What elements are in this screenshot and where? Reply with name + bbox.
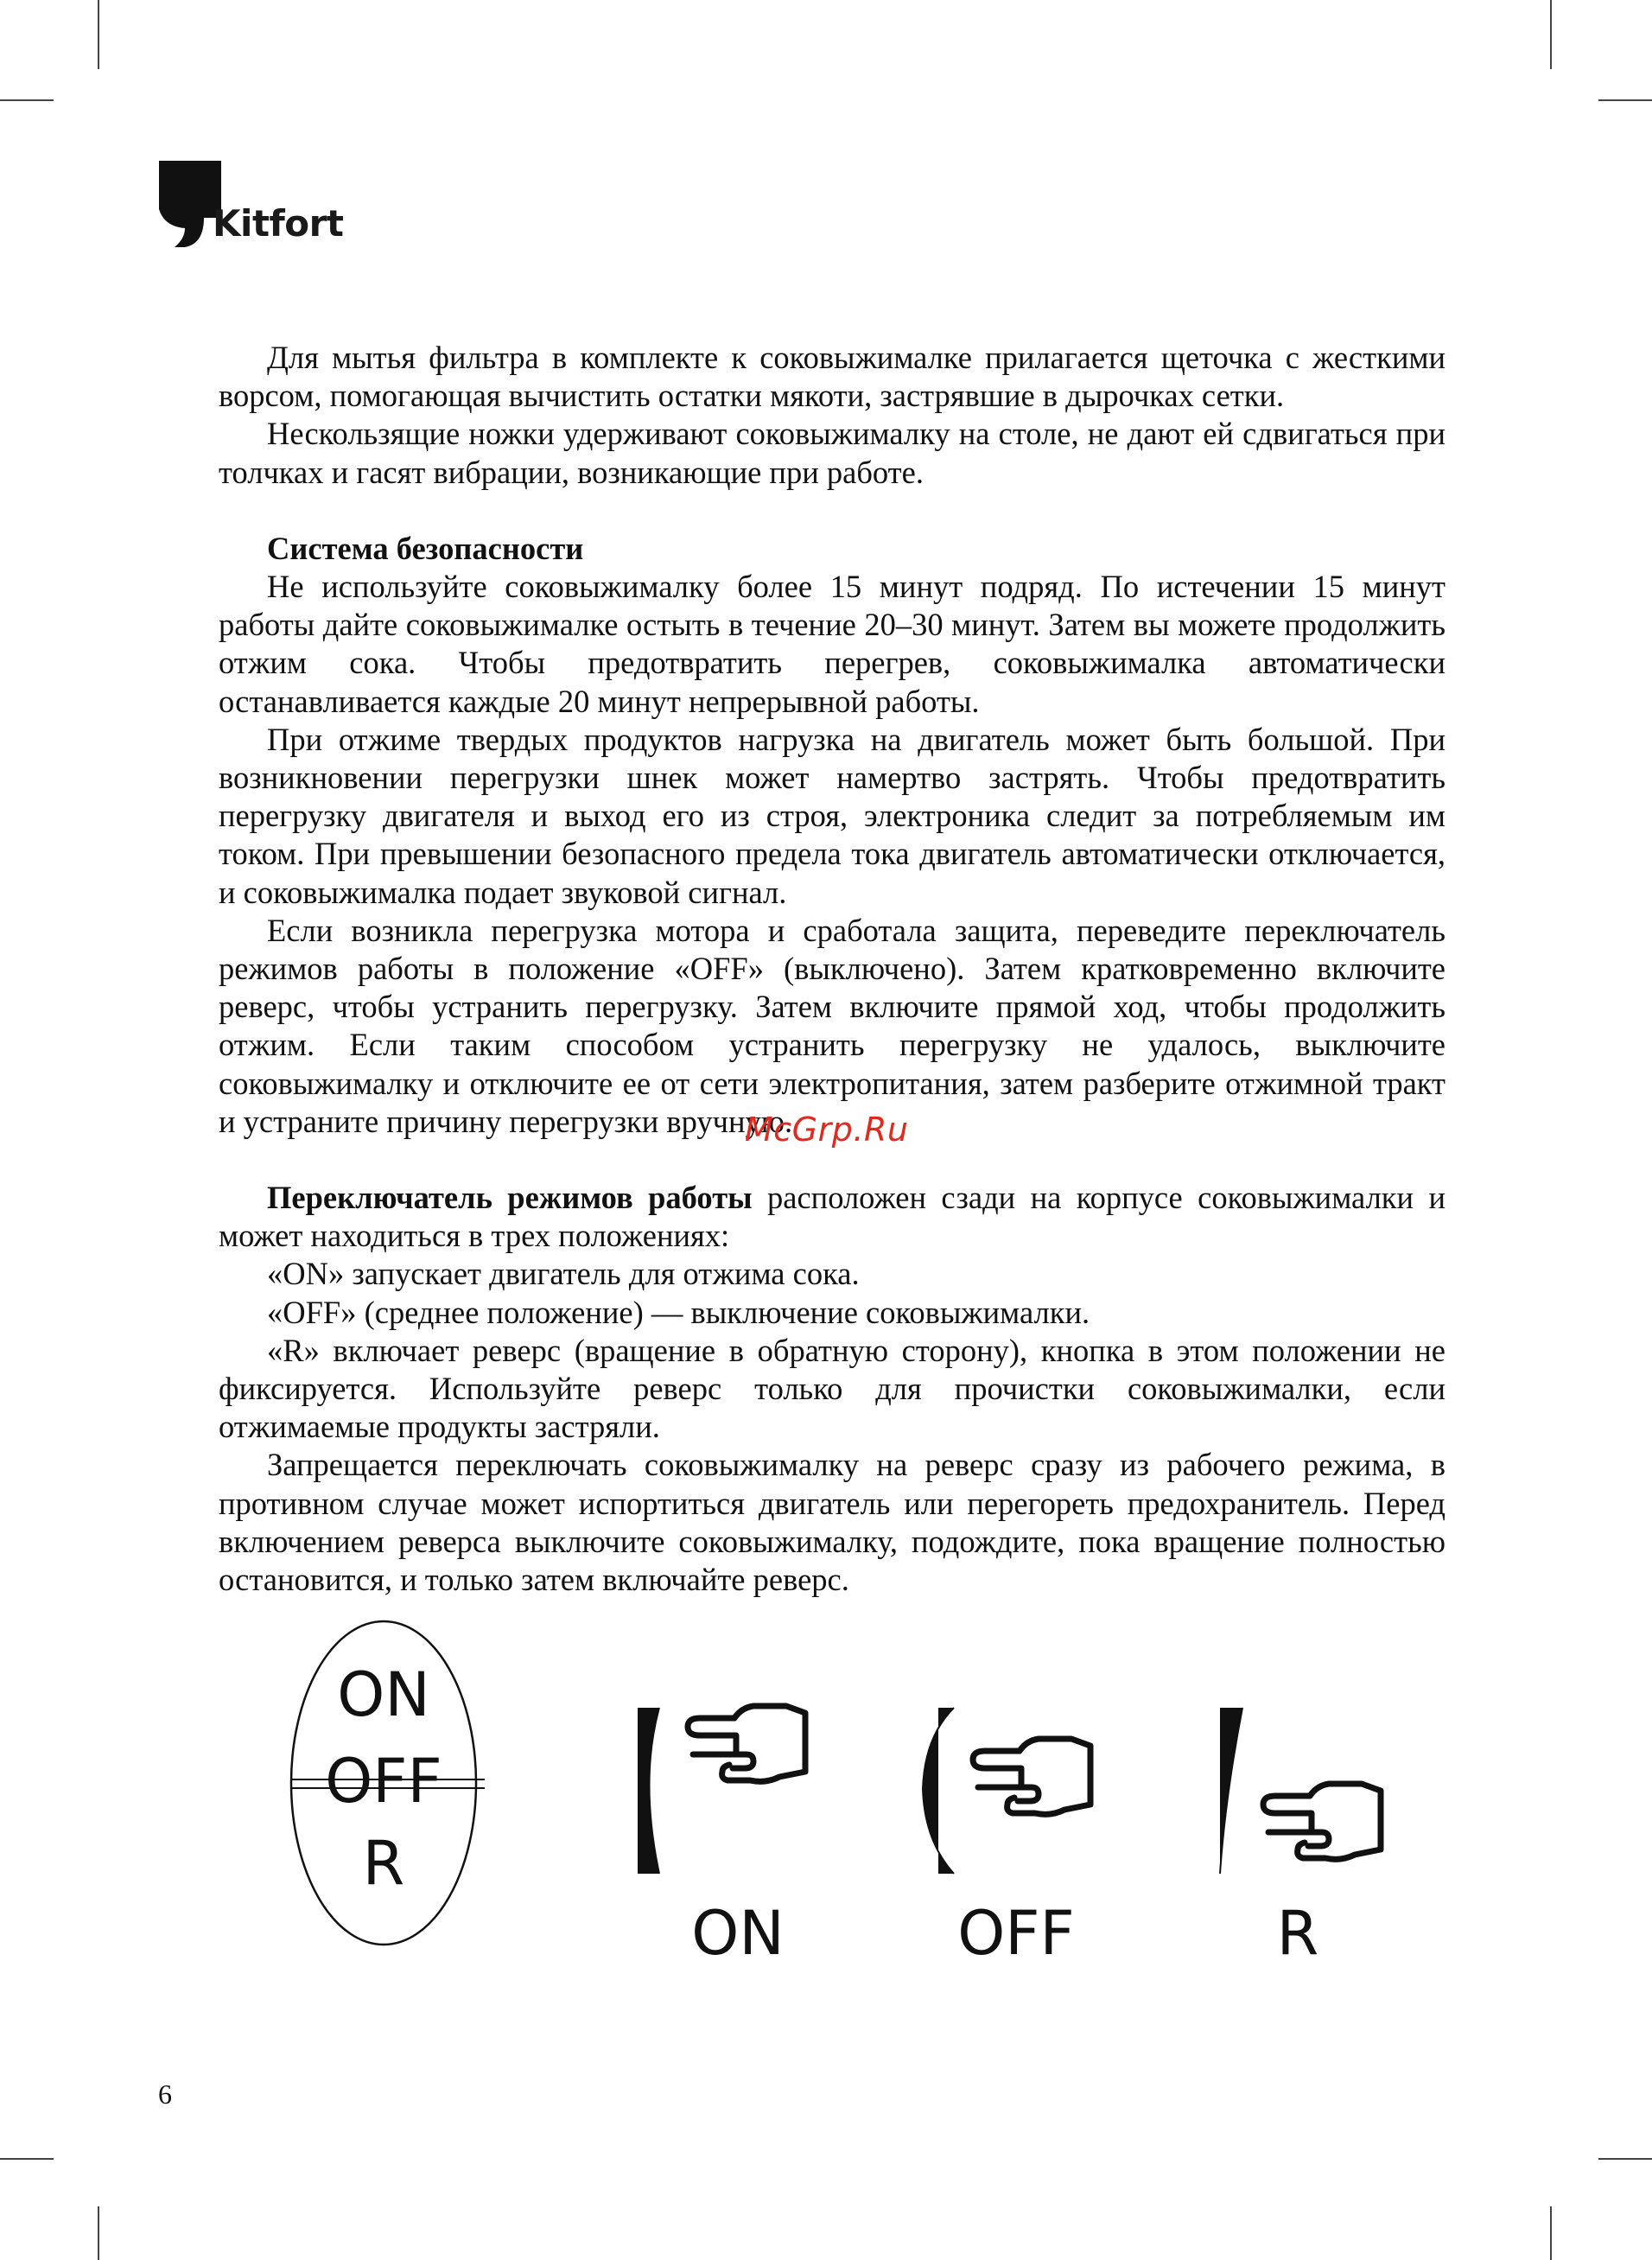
dial-label-on: ON — [337, 1659, 430, 1730]
paragraph: Запрещается переключать соковыжималку на реверс сразу из рабочего режима, в противном случае может испортиться двигатель или перегореть предохранитель. Перед включением реверса выключите соковыжималку, подождите, пока вращение полностью остановится, и только затем включайте реверс. — [219, 1447, 1446, 1598]
paragraph-mode-switch — [219, 1179, 1446, 1255]
position-label-r: R — [1276, 1898, 1319, 1969]
position-label-on: ON — [691, 1898, 785, 1969]
paragraph: «R» включает реверс (вращение в обратную сторону), кнопка в этом положении не фиксируется. Используйте реверс только для прочистки соковыжималки, если отжимаемые продукты застряли. — [219, 1332, 1446, 1445]
page-number: 6 — [158, 2079, 172, 2110]
section-heading-safety: Система безопасности — [267, 530, 584, 566]
switch-off-hand-icon — [923, 1708, 1090, 1874]
crop-mark — [1598, 99, 1652, 101]
crop-mark — [0, 2158, 54, 2160]
switch-reverse-hand-icon — [1220, 1708, 1381, 1874]
mode-switch-lead: расположен сзади на корпусе соковыжималки и может находиться в трех положениях: — [219, 1180, 1446, 1254]
position-label-off: OFF — [957, 1898, 1075, 1969]
brand-logo — [156, 157, 363, 252]
paragraph: Не используйте соковыжималку более 15 минут подряд. По истечении 15 минут работы дайте соковыжималке остыть в течение 20–30 минут. Затем вы можете продолжить отжим сока. Чтобы предотвратить перегрев, соковыжималка автоматически останавливается каждые 20 минут непрерывной работы. — [219, 569, 1446, 719]
crop-mark — [1598, 2158, 1652, 2160]
paragraph: При отжиме твердых продуктов нагрузка на двигатель может быть большой. При возникновении перегрузки шнек может намертво застрять. Чтобы предотвратить перегрузку двигателя и выход его из строя, электроника следит за потребляемым им током. При превышении безопасного предела тока двигатель автоматически отключается, и соковыжималка подает звуковой сигнал. — [219, 721, 1446, 910]
paragraph: Для мытья фильтра в комплекте к соковыжималке прилагается щеточка с жесткими ворсом, помогающая вычистить остатки мякоти, застрявшие в дырочках сетки. — [219, 340, 1446, 414]
mode-switch-title: Переключатель режимов работы — [267, 1180, 753, 1216]
crop-mark — [1550, 2206, 1552, 2260]
brand-name: Kitfort — [213, 202, 344, 245]
crop-mark — [98, 2206, 99, 2260]
crop-mark — [0, 99, 54, 101]
dial-label-r: R — [362, 1828, 405, 1899]
dial-label-off: OFF — [325, 1746, 442, 1817]
instructions-text — [219, 339, 1446, 1599]
paragraph: «OFF» (среднее положение) — выключение соковыжималки. — [267, 1294, 1090, 1330]
paragraph: «ON» запускает двигатель для отжима сока. — [267, 1256, 860, 1292]
crop-mark — [98, 0, 99, 69]
switch-on-hand-icon — [638, 1706, 805, 1874]
paragraph: Нескользящие ножки удерживают соковыжималку на столе, не дают ей сдвигаться при толчках и гасят вибрации, возникающие при работе. — [219, 416, 1446, 490]
paragraph: Если возникла перегрузка мотора и сработала защита, переведите переключатель режимов работы в положение «OFF» (выключено). Затем кратковременно включите реверс, чтобы устранить перегрузку. Затем включите прямой ход, чтобы продолжить отжим. Если таким способом устранить перегрузку не удалось, выключите соковыжималку и отключите ее от сети электропитания, затем разберите отжимной тракт и устраните причину перегрузки вручную. — [219, 912, 1446, 1139]
crop-mark — [1550, 0, 1552, 69]
watermark: McGrp.Ru — [745, 1111, 909, 1149]
